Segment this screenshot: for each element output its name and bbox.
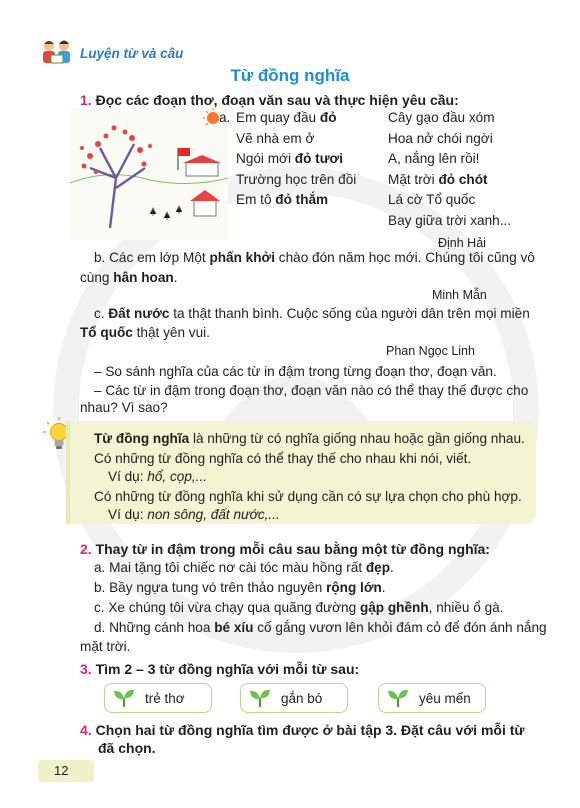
poem-line bbox=[388, 110, 511, 131]
text-segment: . bbox=[381, 580, 386, 595]
section-header bbox=[38, 38, 183, 68]
bold-word: gập ghềnh bbox=[359, 600, 429, 615]
word-card-text: trẻ thơ bbox=[145, 690, 185, 706]
text-segment: cố gắng vươn lên khỏi đám cỏ để đón ánh nắng bbox=[253, 620, 547, 635]
exercise-1-instruction: Đọc các đoạn thơ, đoạn văn sau và thực hiện yêu cầu: bbox=[95, 92, 459, 108]
bold-word: hân hoan bbox=[113, 270, 174, 285]
lesson-title: Từ đồng nghĩa bbox=[230, 66, 350, 85]
task-compare: – So sánh nghĩa của các từ in đậm trong từng đoạn thơ, đoạn văn. bbox=[94, 364, 497, 379]
poem-a-right-column bbox=[388, 110, 511, 234]
word-card bbox=[240, 683, 348, 713]
exercise-4-number: 4. bbox=[80, 722, 92, 738]
bold-word: đỏ thắm bbox=[275, 192, 329, 208]
poem-line bbox=[236, 131, 356, 152]
poem-a-author: Định Hải bbox=[438, 236, 486, 250]
text-segment: Mặt trời bbox=[388, 171, 439, 187]
poem-line bbox=[388, 131, 511, 152]
definition-example-1 bbox=[108, 469, 207, 484]
word-card bbox=[104, 683, 212, 713]
passage-b-line bbox=[80, 270, 177, 285]
definition-text: là những từ có nghĩa giống nhau hoặc gần giống nhau. bbox=[189, 431, 525, 446]
passage-b-author: Minh Mẫn bbox=[432, 288, 487, 302]
word-card bbox=[378, 683, 486, 713]
exercise-4-instruction-cont: đã chọn. bbox=[98, 740, 156, 756]
child-drawing-illustration bbox=[70, 108, 231, 240]
text-segment: Trường học trên đồi bbox=[236, 171, 357, 187]
text-segment: , nhiều ổ gà. bbox=[428, 600, 504, 615]
exercise-2-heading bbox=[80, 541, 490, 557]
poem-a-left-column bbox=[236, 110, 356, 213]
poem-line bbox=[236, 192, 356, 213]
text-segment: Ngói mới bbox=[236, 151, 295, 167]
bold-word: đỏ tươi bbox=[294, 151, 343, 167]
bold-word: đỏ bbox=[319, 110, 337, 125]
exercise-1-number: 1. bbox=[80, 92, 92, 108]
exercise-4-instruction: Chọn hai từ đồng nghĩa tìm được ở bài tập 3. Đặt câu với mỗi từ bbox=[95, 722, 525, 738]
poem-line bbox=[236, 110, 356, 131]
definition-line-3: Có những từ đồng nghĩa khi sử dụng cần có sự lựa chọn cho phù hợp. bbox=[94, 489, 522, 504]
text-segment: Hoa nở chói ngời bbox=[388, 130, 493, 146]
text-segment: Vẽ nhà em ở bbox=[236, 130, 315, 146]
text-segment: b. Các em lớp Một bbox=[94, 250, 210, 265]
poem-line bbox=[236, 151, 356, 172]
exercise-2-number: 2. bbox=[80, 541, 92, 557]
definition-line-1 bbox=[94, 431, 525, 446]
bold-word: bé xíu bbox=[214, 620, 254, 635]
bold-word: đỏ chót bbox=[438, 171, 488, 187]
poem-a-label: a. bbox=[219, 110, 231, 125]
text-segment: c. bbox=[94, 306, 109, 321]
section-name: Luyện từ và câu bbox=[80, 45, 184, 61]
bold-word: rộng lớn bbox=[326, 580, 382, 595]
text-segment: cùng bbox=[80, 270, 114, 285]
definition-term: Từ đồng nghĩa bbox=[94, 431, 190, 446]
passage-c-line bbox=[94, 306, 530, 321]
bold-word: Tổ quốc bbox=[80, 325, 133, 340]
exercise-2-instruction: Thay từ in đậm trong mỗi câu sau bằng một từ đồng nghĩa: bbox=[95, 541, 490, 557]
exercise-3-instruction: Tìm 2 – 3 từ đồng nghĩa với mỗi từ sau: bbox=[95, 661, 360, 677]
bold-word: Đất nước bbox=[108, 306, 170, 321]
passage-c-line bbox=[80, 325, 210, 340]
word-card-text: gắn bó bbox=[281, 690, 323, 706]
text-segment: Bay giữa trời xanh... bbox=[388, 212, 512, 228]
word-card-text: yêu mến bbox=[419, 690, 471, 706]
sprout-icon bbox=[387, 688, 409, 708]
exercise-2-item-a bbox=[94, 560, 394, 575]
example-value: non sông, đất nước,... bbox=[147, 507, 280, 522]
text-segment: chào đón năm học mới. Chúng tôi cũng vô bbox=[275, 250, 535, 265]
sprout-icon bbox=[249, 688, 271, 708]
text-segment: c. Xe chúng tôi vừa chạy qua quãng đường bbox=[94, 600, 360, 615]
exercise-2-item-b bbox=[94, 580, 386, 595]
text-segment: thật yên vui. bbox=[132, 325, 210, 340]
poem-line bbox=[236, 172, 356, 193]
passage-b-line bbox=[94, 250, 535, 265]
example-label: Ví dụ: bbox=[108, 507, 148, 522]
text-segment: Lá cờ Tổ quốc bbox=[388, 192, 476, 208]
example-label: Ví dụ: bbox=[108, 469, 148, 484]
text-segment: . bbox=[390, 560, 394, 575]
exercise-1-heading bbox=[80, 92, 459, 108]
text-segment: d. Những cánh hoa bbox=[94, 620, 215, 635]
bold-word: phấn khởi bbox=[209, 250, 275, 265]
bold-word: đẹp bbox=[365, 560, 391, 575]
poem-line bbox=[388, 172, 511, 193]
task-replace-line-1: – Các từ in đậm trong đoạn thơ, đoạn văn nào có thể thay thế được cho bbox=[94, 383, 529, 398]
definition-example-2 bbox=[108, 507, 280, 522]
sprout-icon bbox=[113, 688, 135, 708]
exercise-3-heading bbox=[80, 661, 359, 677]
poem-line bbox=[388, 151, 511, 172]
text-segment: A, nắng lên rồi! bbox=[388, 151, 480, 167]
text-segment: a. Mai tặng tôi chiếc nơ cài tóc màu hồng rất bbox=[94, 560, 366, 575]
text-segment: b. Bầy ngựa tung vó trên thảo nguyên bbox=[94, 580, 327, 595]
children-reading-icon bbox=[38, 38, 78, 68]
task-replace-line-2: nhau? Vì sao? bbox=[80, 400, 168, 415]
passage-c-author: Phan Ngọc Linh bbox=[386, 344, 475, 358]
text-segment: Cây gạo đầu xóm bbox=[388, 110, 495, 125]
poem-line bbox=[388, 192, 511, 213]
text-segment: Em quay đầu bbox=[236, 110, 320, 125]
exercise-4-heading bbox=[80, 722, 525, 738]
text-segment: Em tô bbox=[236, 192, 276, 208]
page-number: 12 bbox=[54, 763, 69, 778]
example-value: hổ, cọp,... bbox=[147, 469, 207, 484]
exercise-2-item-c bbox=[94, 600, 504, 615]
poem-line bbox=[388, 213, 511, 234]
definition-line-2: Có những từ đồng nghĩa có thể thay thế cho nhau khi nói, viết. bbox=[94, 451, 472, 466]
text-segment: . bbox=[173, 270, 178, 285]
exercise-3-number: 3. bbox=[80, 661, 92, 677]
exercise-2-item-d-cont: mặt trời. bbox=[80, 639, 131, 654]
exercise-2-item-d bbox=[94, 620, 547, 635]
text-segment: ta thật thanh bình. Cuộc sống của người dân trên mọi miền bbox=[169, 306, 530, 321]
